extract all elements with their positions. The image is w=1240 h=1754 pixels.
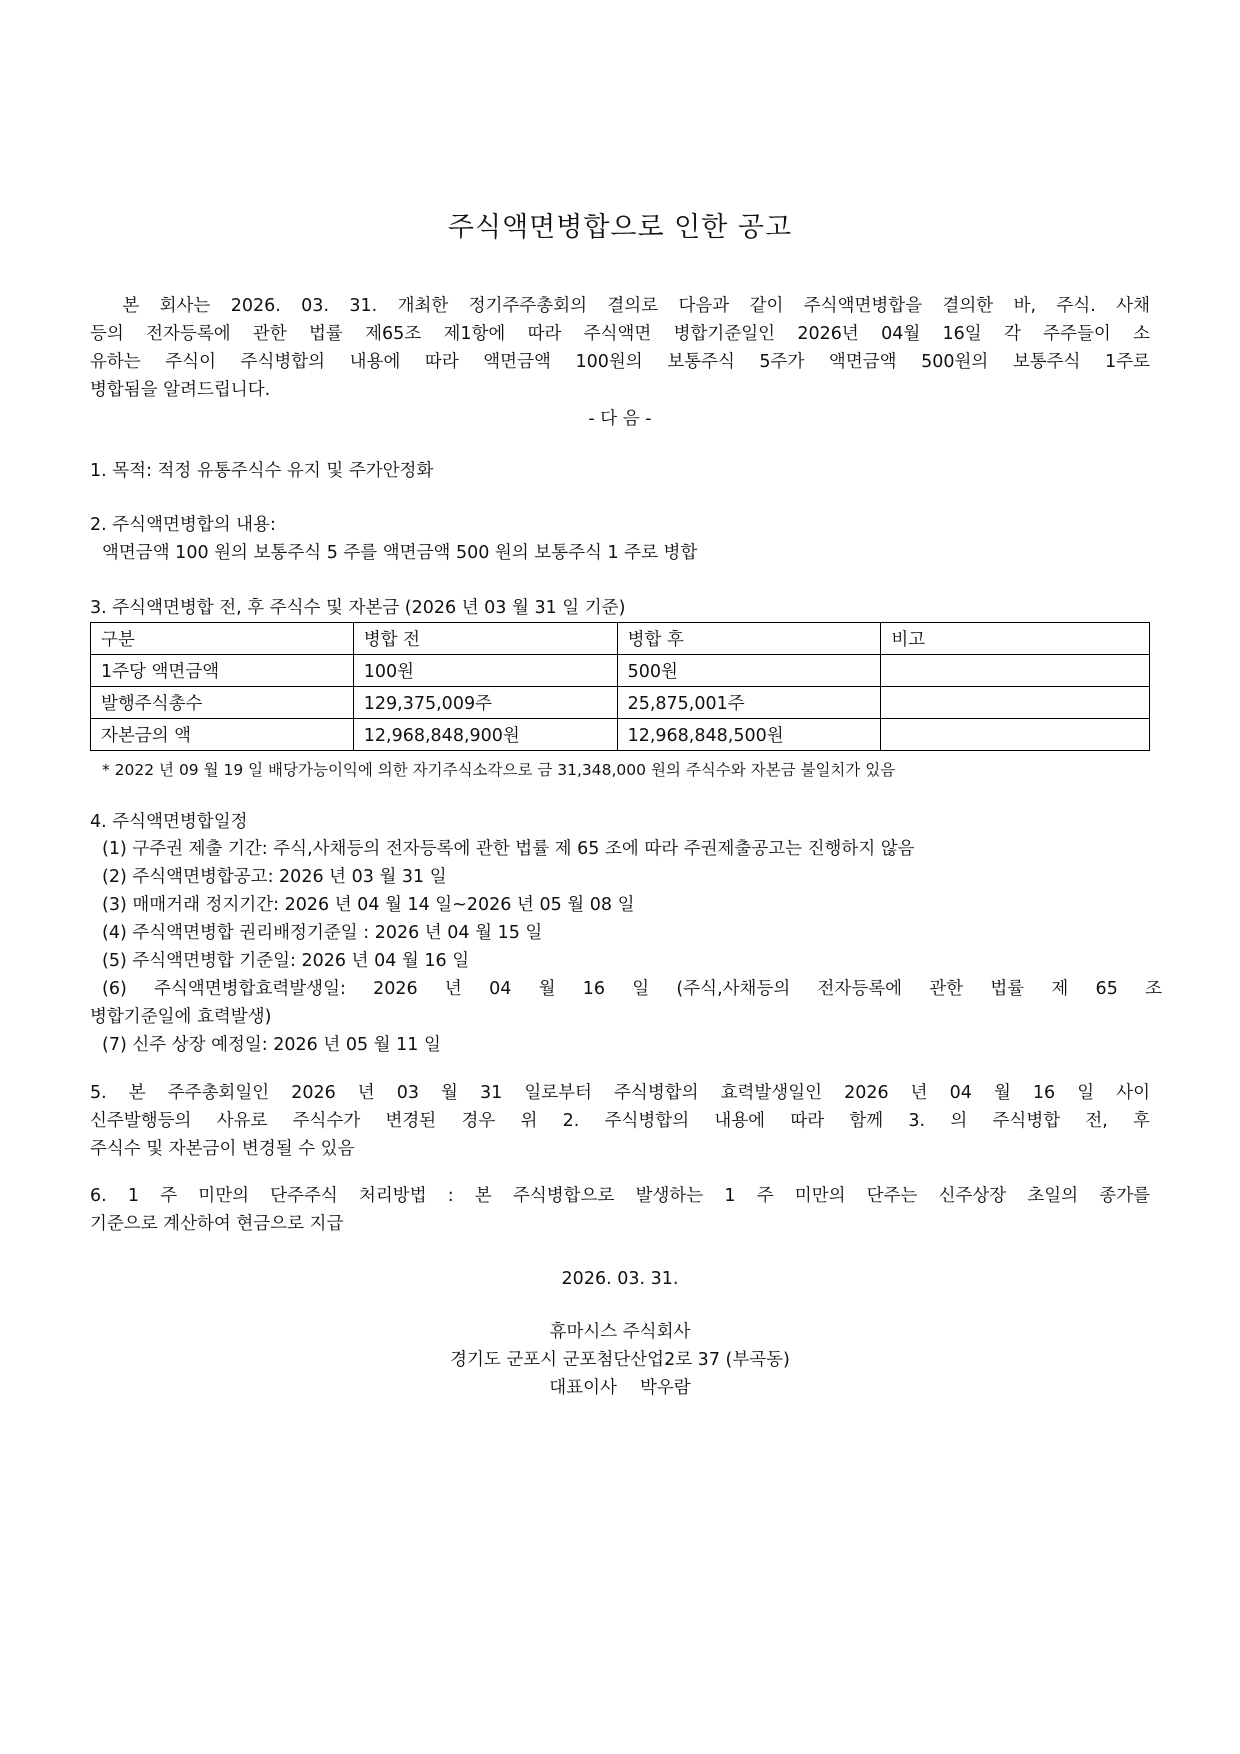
company-address: 경기도 군포시 군포첨단산업2로 37 (부곡동) xyxy=(450,1350,790,1370)
ceo-name: 대표이사 박우람 xyxy=(549,1378,691,1398)
paragraph-line: 기준으로 계산하여 현금으로 지급 xyxy=(90,1214,344,1234)
table-cell: 12,968,848,900원 xyxy=(353,719,617,751)
header-cell: 비고 xyxy=(881,623,1150,655)
header-cell: 구분 xyxy=(91,623,354,655)
section-schedule-title: 4. 주식액면병합일정 xyxy=(90,812,248,832)
schedule-item: (3) 매매거래 정지기간: 2026 년 04 월 14 일~2026 년 05 월 08 일 xyxy=(102,895,635,915)
section-content-title: 2. 주식액면병합의 내용: xyxy=(90,515,276,535)
table-note: * 2022 년 09 월 19 일 배당가능이익에 의한 자기주식소각으로 금 31,348,000 원의 주식수와 자본금 불일치가 있음 xyxy=(102,761,896,779)
table-cell: 1주당 액면금액 xyxy=(91,655,354,687)
table-cell: 100원 xyxy=(353,655,617,687)
schedule-item: (4) 주식액면병합 권리배정기준일 : 2026 년 04 월 15 일 xyxy=(102,923,543,943)
paragraph-line: 5. 본 주주총회일인 2026 년 03 월 31 일로부터 주식병합의 효력발생일인 2026 년 04 월 16 일 사이 xyxy=(90,1083,1150,1103)
table-row xyxy=(91,719,1150,751)
header-cell: 병합 후 xyxy=(617,623,881,655)
table-cell: 25,875,001주 xyxy=(617,687,881,719)
table-cell: 12,968,848,500원 xyxy=(617,719,881,751)
table-cell: 129,375,009주 xyxy=(353,687,617,719)
paragraph-line: 주식수 및 자본금이 변경될 수 있음 xyxy=(90,1139,355,1159)
schedule-item: (6) 주식액면병합효력발생일: 2026 년 04 월 16 일 (주식,사채등의 전자등록에 관한 법률 제 65 조 xyxy=(102,979,1162,999)
intro-line: 등의 전자등록에 관한 법률 제65조 제1항에 따라 주식액면 병합기준일인 2026년 04월 16일 각 주주들이 소 xyxy=(90,324,1150,344)
section-table-title: 3. 주식액면병합 전, 후 주식수 및 자본금 (2026 년 03 월 31 일 기준) xyxy=(90,598,626,618)
schedule-item: (5) 주식액면병합 기준일: 2026 년 04 월 16 일 xyxy=(102,951,470,971)
section-note-6 xyxy=(90,1182,1150,1238)
section-content-body: 액면금액 100 원의 보통주식 5 주를 액면금액 500 원의 보통주식 1 주로 병합 xyxy=(102,543,698,563)
schedule-list xyxy=(90,835,1162,1059)
intro-line: 유하는 주식이 주식병합의 내용에 따라 액면금액 100원의 보통주식 5주가 액면금액 500원의 보통주식 1주로 xyxy=(90,352,1150,372)
paragraph-line: 신주발행등의 사유로 주식수가 변경된 경우 위 2. 주식병합의 내용에 따라 함께 3. 의 주식병합 전, 후 xyxy=(90,1111,1150,1131)
document-title: 주식액면병합으로 인한 공고 xyxy=(447,212,793,243)
section-purpose: 1. 목적: 적정 유통주식수 유지 및 주가안정화 xyxy=(90,461,434,481)
table-cell: 발행주식총수 xyxy=(91,687,354,719)
schedule-item: 병합기준일에 효력발생) xyxy=(90,1007,272,1027)
share-comparison-table xyxy=(90,622,1150,751)
header-cell: 병합 전 xyxy=(353,623,617,655)
paragraph-line: 6. 1 주 미만의 단주주식 처리방법 : 본 주식병합으로 발생하는 1 주 미만의 단주는 신주상장 초일의 종가를 xyxy=(90,1186,1150,1206)
next-label: - 다 음 - xyxy=(588,409,652,429)
table-header-row xyxy=(91,623,1150,655)
table-cell: 자본금의 액 xyxy=(91,719,354,751)
notice-date: 2026. 03. 31. xyxy=(561,1269,679,1289)
table-row xyxy=(91,687,1150,719)
section-note-5 xyxy=(90,1079,1150,1163)
table-cell xyxy=(881,687,1150,719)
company-name: 휴마시스 주식회사 xyxy=(549,1322,691,1342)
table-cell xyxy=(881,655,1150,687)
table-cell: 500원 xyxy=(617,655,881,687)
table-row xyxy=(91,655,1150,687)
table-cell xyxy=(881,719,1150,751)
intro-paragraph xyxy=(90,292,1150,404)
intro-line: 본 회사는 2026. 03. 31. 개최한 정기주주총회의 결의로 다음과 같이 주식액면병합을 결의한 바, 주식. 사채 xyxy=(90,296,1150,316)
intro-line: 병합됨을 알려드립니다. xyxy=(90,380,271,400)
schedule-item: (2) 주식액면병합공고: 2026 년 03 월 31 일 xyxy=(102,867,447,887)
schedule-item: (7) 신주 상장 예정일: 2026 년 05 월 11 일 xyxy=(102,1035,441,1055)
schedule-item: (1) 구주권 제출 기간: 주식,사채등의 전자등록에 관한 법률 제 65 조에 따라 주권제출공고는 진행하지 않음 xyxy=(102,839,915,859)
